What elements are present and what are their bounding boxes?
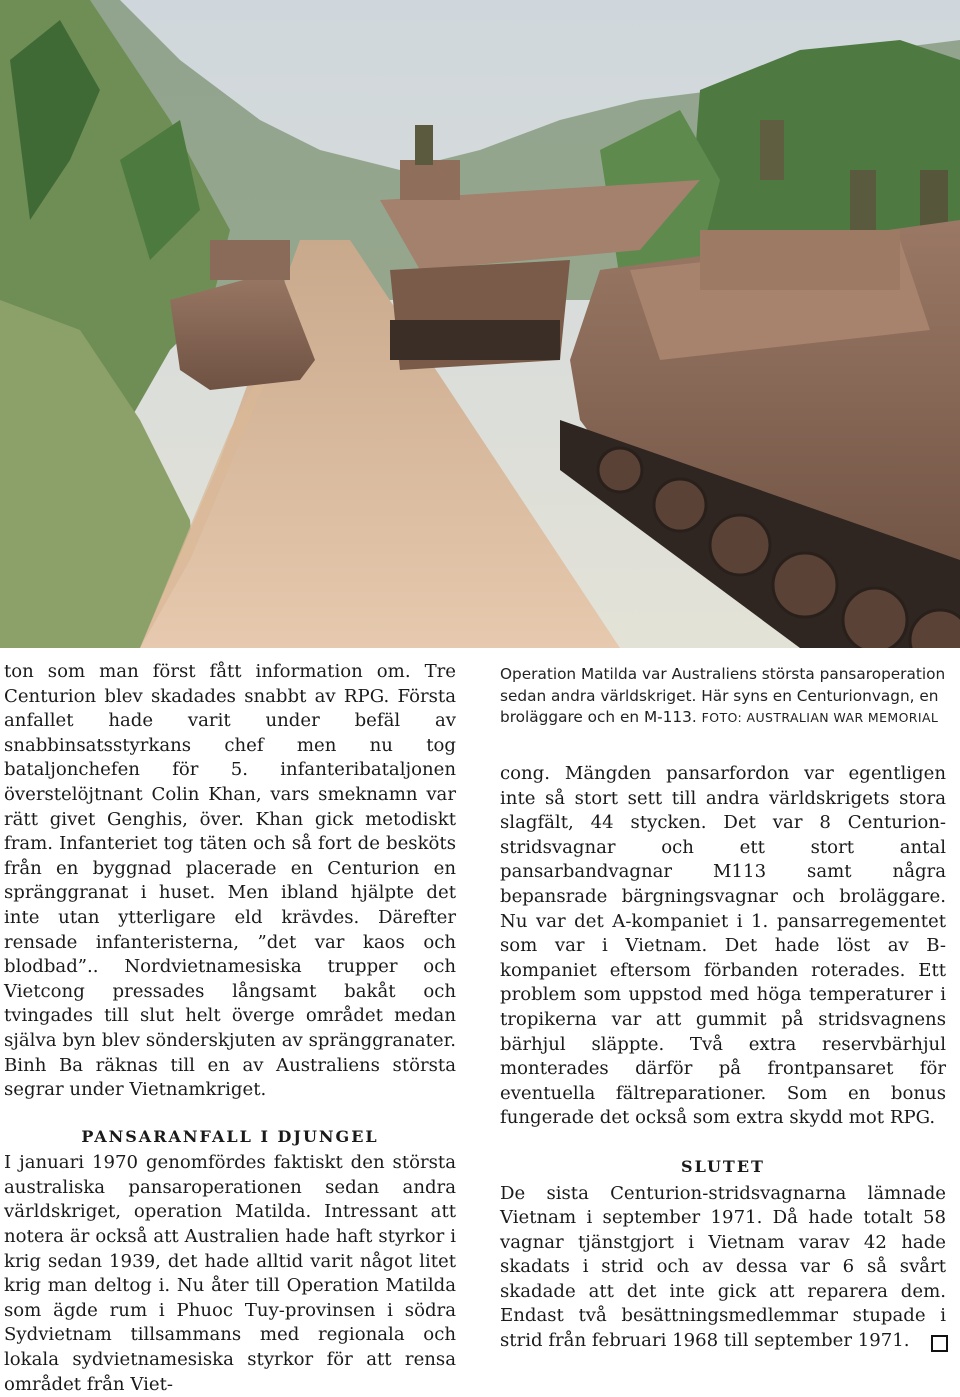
article-photo [0, 0, 960, 648]
section-heading: SLUTET [681, 1156, 765, 1176]
body-paragraph: ton som man först fått information om. Tre Centurion blev skadades snabbt av RPG. Första anfallet hade varit under befäl av snabbinsatsstyrkans chef men nu tog bataljonchefen för 5. infanteribataljonen överstelöjtnant Colin Khan, vars smeknamn var rätt givet Genghis, över. Khan gick metodiskt fram. Infanteriet tog täten och så fort de besköts från en byggnad placerade en Centurion en spränggranat i huset. Men ibland hjälpte det inte utan ytterligare eld krävdes. Därefter rensade infanteristerna, ”det var kaos och blodbad”.. Nordvietnamesiska trupper och Vietcong pressades långsamt bakåt och tvingades till slut helt överge området medan själva byn blev sönderskjuten av spränggranater. Binh Ba räknas till en av Australiens största segrar under Vietnamkriget. [4, 661, 456, 1101]
body-paragraph: cong. Mängden pansarfordon var egentligen inte så stort sett till andra världskrigets stora slagfält, 44 stycken. Det var 8 Centurion-stridsvagnar och ett stort antal pansarbandvagnar M113 samt några bepansrade bärgningsvagnar och broläggare. Nu var det A-kompaniet i 1. pansarregementet som var i Vietnam. Det hade löst av B-kompaniet eftersom förbanden roterades. Ett problem som uppstod med höga temperaturer i tropikerna var att gummit på stridsvagnens bärhjul släppte. Två extra reservbärhjul monterades därför på frontpansaret för eventuella fältreparationer. Som en bonus fungerade det också som extra skydd mot RPG. [500, 763, 946, 1129]
end-of-article-square-icon [931, 1335, 948, 1352]
right-column [500, 762, 946, 1354]
final-paragraph-text: De sista Centurion-stridsvagnarna lämnade Vietnam i september 1971. Då hade totalt 58 vagnar tjänstgjort i Vietnam varav 42 hade skadats i strid och av dessa var 6 så svårt skadade att det inte gick att reparera dem. Endast två besättningsmedlemmar stupade i strid från februari 1968 till september 1971. [500, 1182, 946, 1352]
photo-credit: FOTO: AUSTRALIAN WAR MEMORIAL [701, 710, 939, 725]
left-column [4, 660, 456, 1397]
photo-caption [500, 664, 950, 729]
section-heading: PANSARANFALL I DJUNGEL [81, 1126, 379, 1146]
body-paragraph: I januari 1970 genomfördes faktiskt den största australiska pansaroperationen sedan andra världskriget, operation Matilda. Intressant att notera är också att Australien hade haft styrkor i krig sedan 1939, det hade alltid varit något litet krig man deltog i. Nu åter till Operation Matilda som ägde rum i Phuoc Tuy-provinsen i södra Sydvietnam tillsammans med regionala och lokala sydvietnamesiska styrkor för att rensa området från Viet- [4, 1152, 456, 1395]
body-paragraph [500, 1182, 946, 1354]
caption-text: Operation Matilda var Australiens största pansaroperation sedan andra världskriget. Här syns en Centurionvagn, en broläggare och en M-113. [500, 665, 946, 726]
